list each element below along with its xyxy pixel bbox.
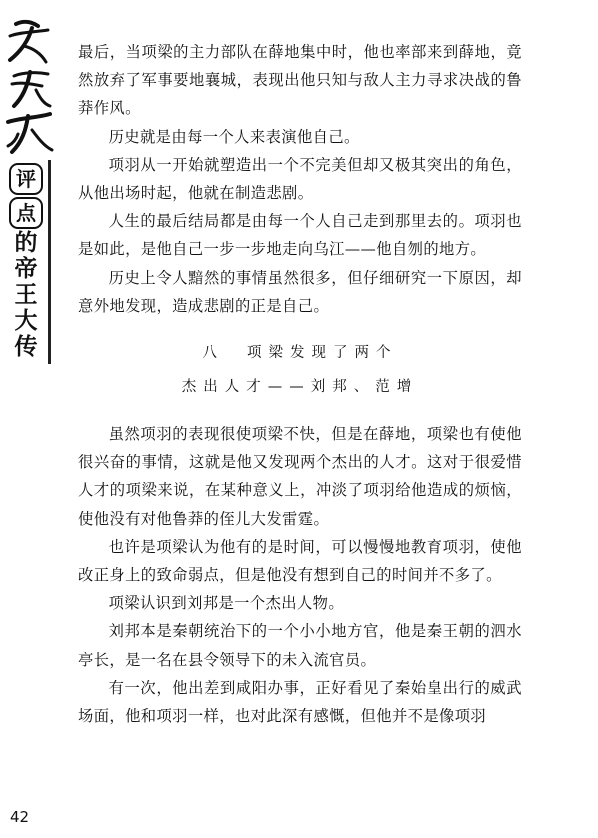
- body-paragraph: 项羽从一开始就塑造出一个不完美但却又极其突出的角色，从他出场时起，他就在制造悲剧。: [78, 155, 522, 203]
- body-paragraph: 也许是项梁认为他有的是时间，可以慢慢地教育项羽，使他改正身上的致命弱点，但是他没有想到自己的时间并不多了。: [78, 537, 522, 585]
- series-char: 大: [14, 308, 38, 334]
- series-char: 王: [14, 282, 38, 308]
- section-heading-line-1: [78, 336, 522, 370]
- series-logo: [0, 18, 58, 360]
- body-paragraph: 人生的最后结局都是由每一个人自己走到那里去的。项羽也是如此，是他自己一步一步地走向乌江——他自刎的地方。: [78, 212, 522, 259]
- page-number: 42: [10, 808, 30, 826]
- section-number: 八: [202, 345, 217, 362]
- series-char: 传: [14, 334, 38, 360]
- section-heading: [78, 336, 522, 404]
- series-char: 帝: [14, 256, 38, 282]
- body-paragraph: 虽然项羽的表现很使项梁不快，但是在薛地，项梁也有使他很兴奋的事情，这就是他又发现两个杰出的人才。这对于很爱惜人才的项梁来说，在某种意义上，冲淡了项羽给他造成的烦恼，使他没有对他鲁莽的侄儿大发雷霆。: [78, 425, 522, 528]
- body-paragraph: 历史就是由每一个人来表演他自己。: [108, 127, 360, 146]
- body-paragraph: 有一次，他出差到咸阳办事，正好看见了秦始皇出行的威武场面，他和项羽一样，也对此深有感慨，但他并不是像项羽: [78, 678, 522, 726]
- body-paragraph: 历史上令人黯然的事情虽然很多，但仔细研究一下原因，却意外地发现，造成悲剧的正是自己。: [78, 268, 522, 315]
- calligraphy-signature-logo: [2, 18, 56, 168]
- section-title-part-1: 项梁发现了两个: [247, 345, 398, 362]
- body-paragraph: 刘邦本是秦朝统治下的一个小小地方官，他是秦王朝的泗水亭长，是一名在县令领导下的未入流官员。: [78, 622, 522, 669]
- series-title-vertical: [4, 160, 51, 364]
- section-title-part-2: 杰出人才——刘邦、范增: [181, 379, 419, 396]
- body-paragraph: 项梁认识到刘邦是一个杰出人物。: [108, 594, 345, 613]
- series-char-boxed: 点: [9, 197, 43, 229]
- body-paragraph: 最后，当项梁的主力部队在薛地集中时，他也率部来到薛地，竟然放弃了军事要地襄城，表现出他只知与敌人主力寻求决战的鲁莽作风。: [78, 43, 522, 118]
- page-body: [78, 38, 522, 730]
- series-char-boxed: 评: [9, 163, 43, 195]
- series-char: 的: [14, 230, 38, 256]
